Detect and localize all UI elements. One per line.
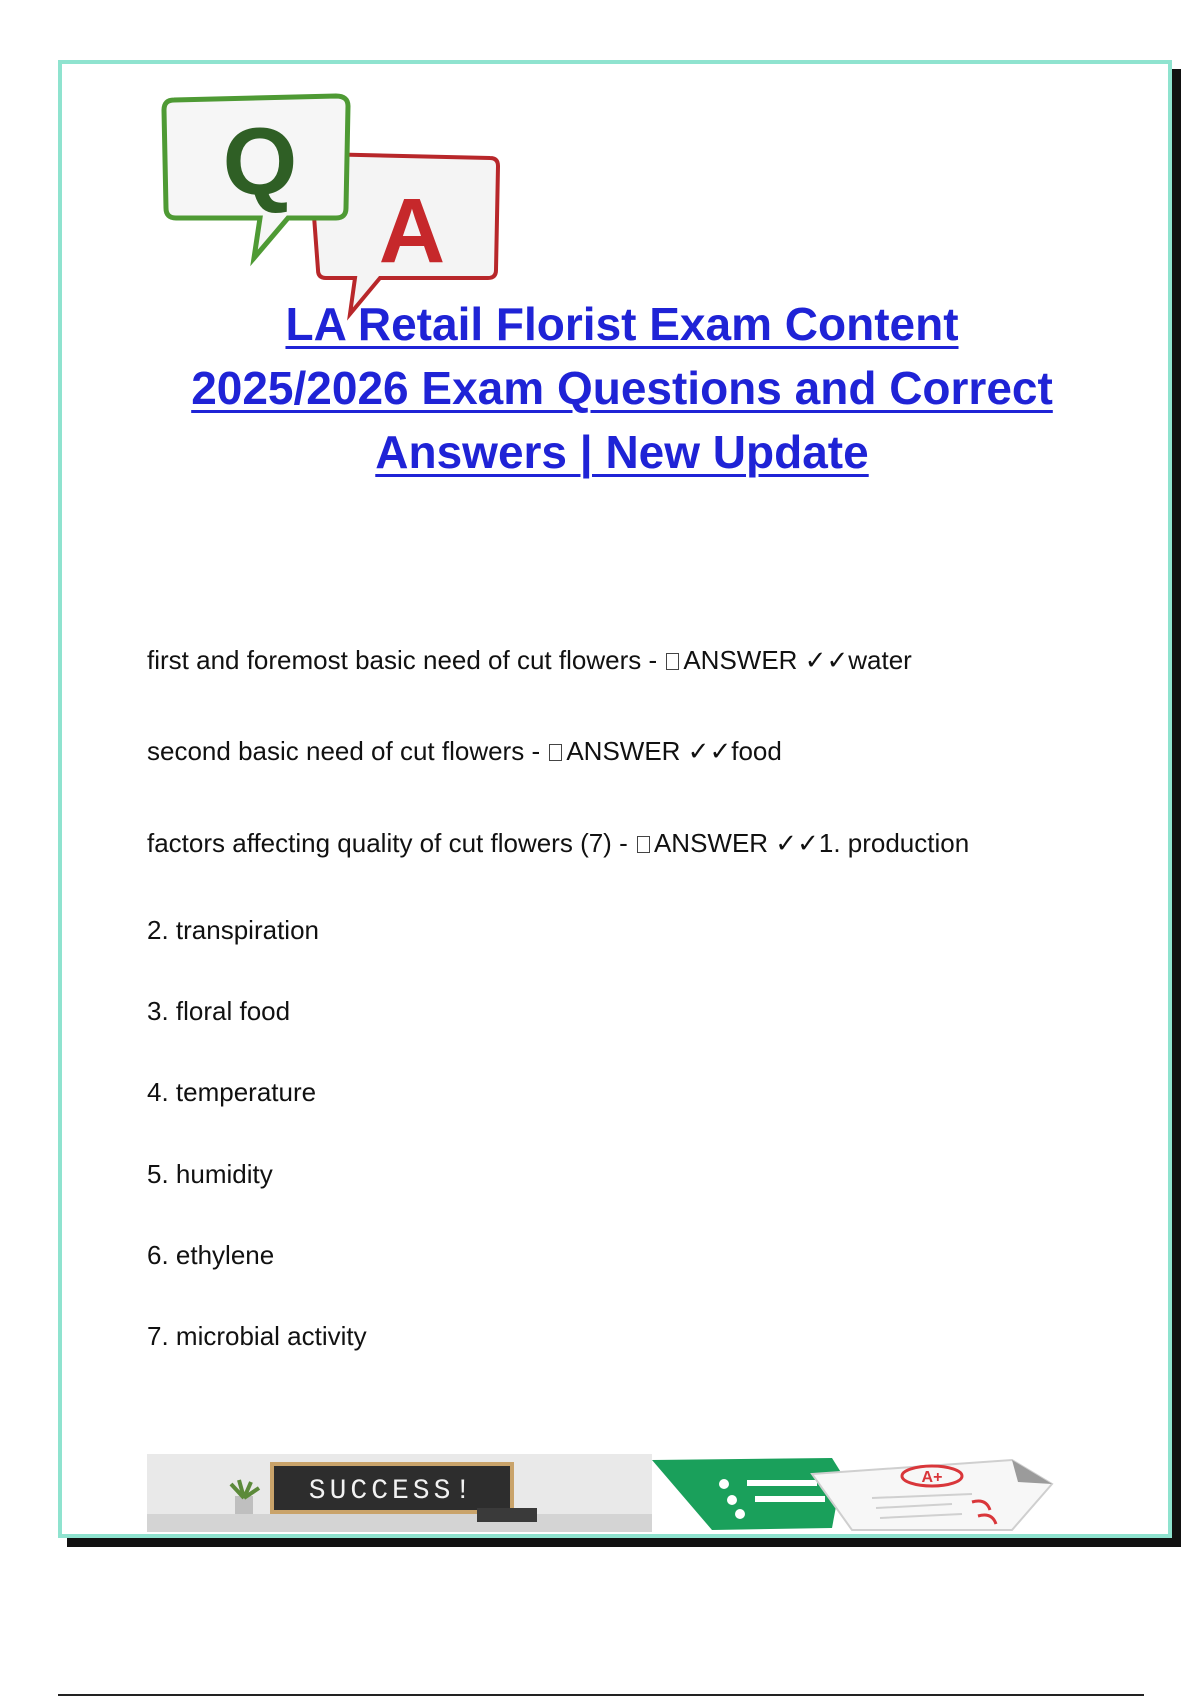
list-item: 2. transpiration (147, 915, 319, 945)
qa-item (147, 827, 969, 859)
list-item: 6. ethylene (147, 1240, 275, 1270)
question-text: first and foremost basic need of cut flowers - (147, 645, 665, 675)
missing-glyph-icon (666, 653, 679, 670)
page-frame (58, 60, 1172, 1538)
list-item: 7. microbial activity (147, 1321, 367, 1351)
missing-glyph-icon (549, 744, 562, 761)
title-line-1: LA Retail Florist Exam Content (285, 298, 959, 350)
answer-text: ANSWER ✓✓water (683, 645, 912, 675)
logo-q-letter: Q (222, 108, 298, 215)
question-text: factors affecting quality of cut flowers (7) - (147, 828, 635, 858)
page-title (122, 292, 1122, 484)
grade-text: A+ (921, 1469, 943, 1486)
title-line-3: Answers | New Update (375, 426, 869, 478)
qa-logo (150, 92, 500, 322)
question-text: second basic need of cut flowers - (147, 736, 548, 766)
answer-text: ANSWER ✓✓1. production (653, 828, 970, 858)
qa-item (147, 735, 782, 767)
logo-a-letter: A (378, 180, 446, 282)
missing-glyph-icon (637, 836, 650, 853)
footer-images (147, 1454, 1087, 1532)
answer-text: ANSWER ✓✓food (566, 736, 782, 766)
qa-item (147, 644, 912, 676)
list-item: 5. humidity (147, 1159, 273, 1189)
graded-paper-image (652, 1454, 1087, 1532)
success-sign-image (147, 1454, 652, 1532)
document-list-icon (652, 1458, 842, 1530)
bottom-rule (58, 1694, 1144, 1696)
success-text: SUCCESS! (308, 1476, 476, 1507)
title-line-2: 2025/2026 Exam Questions and Correct (191, 362, 1053, 414)
graded-paper-icon (812, 1460, 1052, 1530)
list-item: 3. floral food (147, 996, 291, 1026)
list-item: 4. temperature (147, 1077, 317, 1107)
